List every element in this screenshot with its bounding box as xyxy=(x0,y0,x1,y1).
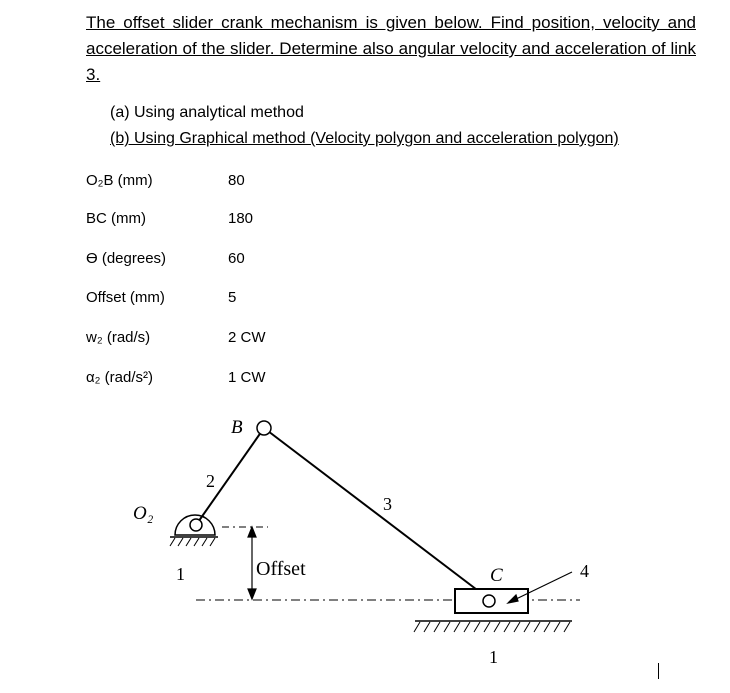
param-label-omega2: w₂ (rad/s) xyxy=(86,329,151,346)
label-link-2: 2 xyxy=(206,471,215,491)
label-o2: O₂ xyxy=(133,503,154,524)
label-b: B xyxy=(231,417,243,438)
slider-ground xyxy=(414,621,572,632)
param-label-offset: Offset (mm) xyxy=(86,289,165,306)
param-value-alpha2: 1 CW xyxy=(228,369,266,386)
joint-o2 xyxy=(190,519,202,531)
param-value-omega2: 2 CW xyxy=(228,329,266,346)
label-link-4: 4 xyxy=(580,561,589,581)
param-label-alpha2: α₂ (rad/s²) xyxy=(86,369,153,386)
param-value-theta: 60 xyxy=(228,250,245,267)
part-a-text: (a) Using analytical method xyxy=(110,104,304,121)
param-value-bc: 180 xyxy=(228,210,254,227)
joint-c xyxy=(483,595,495,607)
label-c: C xyxy=(490,565,503,586)
joint-b xyxy=(257,421,271,435)
label-ground-left: 1 xyxy=(176,564,185,584)
label-ground-right: 1 xyxy=(489,647,498,667)
param-label-o2b: O₂B (mm) xyxy=(86,172,153,189)
param-label-theta: ϴ (degrees) xyxy=(86,250,167,267)
part-b-text: (b) Using Graphical method (Velocity polygon and acceleration polygon) xyxy=(110,130,619,147)
problem-statement: The offset slider crank mechanism is given below. Find position, velocity and acceleration of the slider. Determine also angular velocity and acceleration of link 3. xyxy=(86,13,696,84)
param-label-bc: BC (mm) xyxy=(86,210,146,227)
label-link-3: 3 xyxy=(383,494,392,514)
label-offset: Offset xyxy=(256,558,306,580)
leader-link-4 xyxy=(508,572,572,603)
param-value-o2b: 80 xyxy=(228,172,245,189)
text-cursor xyxy=(658,663,659,679)
param-value-offset: 5 xyxy=(228,289,237,306)
offset-dimension xyxy=(248,527,256,599)
